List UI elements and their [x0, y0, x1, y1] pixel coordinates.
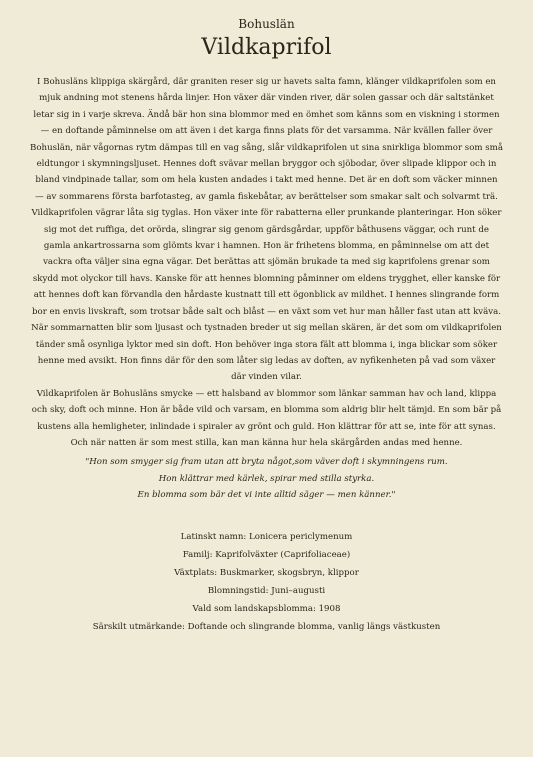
fact-latin-name: Latinskt namn: Lonicera periclymenum — [180, 531, 353, 542]
fact-chosen-year: Vald som landskapsblomma: 1908 — [192, 603, 341, 614]
fact-habitat: Växtplats: Buskmarker, skogsbryn, klippor — [174, 567, 359, 578]
region-kicker: Bohuslän — [238, 17, 295, 31]
page-title: Vildkaprifol — [201, 35, 332, 60]
paragraph-1: I Bohusläns klippiga skärgård, där graniten reser sig ur havets salta famn, klänger vildkaprifolen som en mjuk andning mot stenens hårda linjer. Hon växer där vinden river, där solen gassar och där saltstänket letar sig in i varje skreva. Ändå bär hon sina blommor med en ömhet som känns som en viskning i stormen — en doftande påminnelse om att även i det karga finns plats för det varsamma. När kvällen faller över Bohuslän, när vågornas rytm dämpas till en vag sång, slår vildkaprifolen ut sina snirkliga blommor som små eldtungor i skymningsljuset. Hennes doft svävar mellan bryggor och sjöbodar, över slipade klippor och in bland vindpinade tallar, som om hela kusten andades i takt med henne. Det är en doft som väcker minnen — av sommarens första barfotasteg, av gamla fiskebåtar, av berättelser som smakar salt och solvarmt trä. Vildkaprifolen vägrar låta sig tyglas. Hon växer inte för rabatterna eller prunkande planteringar. Hon söker sig mot det ruffiga, det orörda, slingrar sig genom gärdsgårdar, uppför båthusens väggar, och runt de gamla ankartrossarna som glömts kvar i hamnen. Hon är frihetens blomma, en påminnelse om att det vackra ofta väljer sina egna vägar. Det berättas att sjömän brukade ta med sig kaprifolens grenar som skydd mot olyckor till havs. Kanske för att hennes blomning påminner om eldens trygghet, eller kanske för att hennes doft kan förvandla den hårdaste kustnatt till ett ögonblick av mildhet. I hennes slingrande form bor en envis livskraft, som trotsar både salt och blåst — en växt som vet hur man håller fast utan att kväva. När sommarnatten blir som ljusast och tystnaden breder ut sig mellan skären, är det som om vildkaprifolen tänder små osynliga lyktor med sin doft. Hon behöver inga stora fält att blomma i, inga blickar som söker henne med avsikt. Hon finns där för den som låter sig ledas av doften, av nyfikenheten på vad som växer där vinden vilar. — [30, 77, 503, 383]
facts-list — [30, 528, 503, 636]
paragraph-2: Vildkaprifolen är Bohusläns smycke — ett halsband av blommor som länkar samman hav och land, klippa och sky, doft och minne. Hon är både vild och varsam, en blomma som aldrig blir helt tämjd. En som bär på kustens alla hemligheter, inlindade i spiraler av grönt och guld. Hon klättrar för att se, inte för att synas. Och när natten är som mest stilla, kan man känna hur hela skärgården andas med henne. — [31, 388, 502, 448]
fact-distinctive: Särskilt utmärkande: Doftande och slingrande blomma, vanlig längs västkusten — [92, 621, 441, 632]
fact-bloom-time: Blomningstid: Juni–augusti — [207, 585, 326, 596]
poem-quote — [30, 454, 503, 503]
body-text — [30, 74, 503, 451]
quote-line-1: "Hon som smyger sig fram utan att bryta något,som väver doft i skymningens rum. — [85, 457, 448, 468]
quote-line-3: En blomma som bär det vi inte alltid säger — men känner." — [137, 490, 396, 501]
fact-family: Familj: Kaprifolväxter (Caprifoliaceae) — [182, 549, 351, 560]
quote-line-2: Hon klättrar med kärlek, spirar med stilla styrka. — [158, 473, 375, 484]
